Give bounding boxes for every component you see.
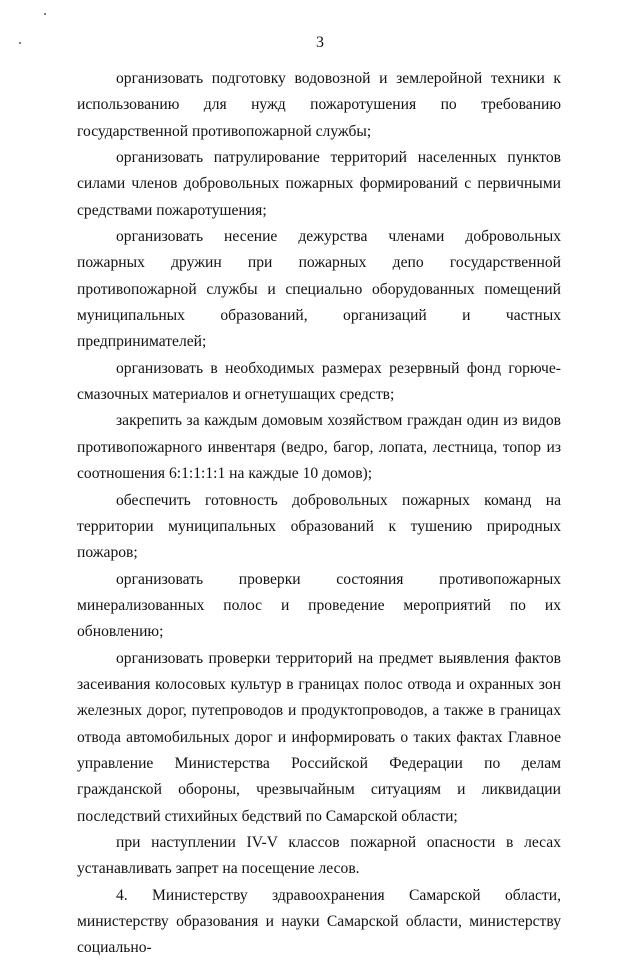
paragraph: обеспечить готовность добровольных пожарных команд на территории муниципальных образований к тушению природных пожаров; — [77, 491, 561, 562]
paragraph: организовать проверки состояния противопожарных минерализованных полос и проведение мероприятий по их обновлению; — [77, 570, 561, 641]
paragraph: при наступлении IV-V классов пожарной опасности в лесах устанавливать запрет на посещение лесов. — [77, 833, 561, 878]
paragraph: организовать в необходимых размерах резервный фонд горюче-смазочных материалов и огнетушащих средств; — [77, 359, 561, 404]
paragraph: организовать патрулирование территорий населенных пунктов силами членов добровольных пожарных формирований с первичными средствами пожаротушения; — [77, 149, 561, 219]
document-body — [77, 66, 561, 962]
page-number: 3 — [316, 34, 324, 51]
paragraph: организовать проверки территорий на предмет выявления фактов засеивания колосовых культур в границах полос отвода и охранных зон железных дорог, путепроводов и продуктопроводов, а также в границах отвода автомобильных дорог и информировать о таких фактах Главное управление Министерства Российской Федерации по делам гражданской обороны, чрезвычайным ситуациям и ликвидации последствий стихийных бедствий по Самарской области; — [77, 649, 561, 825]
paragraph: организовать несение дежурства членами добровольных пожарных дружин при пожарных депо государственной противопожарной службы и специально оборудованных помещений муниципальных образований, организаций и частных предпринимателей; — [77, 228, 561, 351]
paragraph: закрепить за каждым домовым хозяйством граждан один из видов противопожарного инвентаря (ведро, багор, лопата, лестница, топор из соотношения 6:1:1:1:1 на каждые 10 домов); — [77, 412, 561, 483]
paragraph: 4. Министерству здравоохранения Самарской области, министерству образования и науки Самарской области, министерству социально- — [77, 886, 561, 957]
paragraph: организовать подготовку водовозной и землеройной техники к использованию для нужд пожаротушения по требованию государственной противопожарной службы; — [77, 70, 561, 140]
scan-speck — [44, 13, 46, 15]
